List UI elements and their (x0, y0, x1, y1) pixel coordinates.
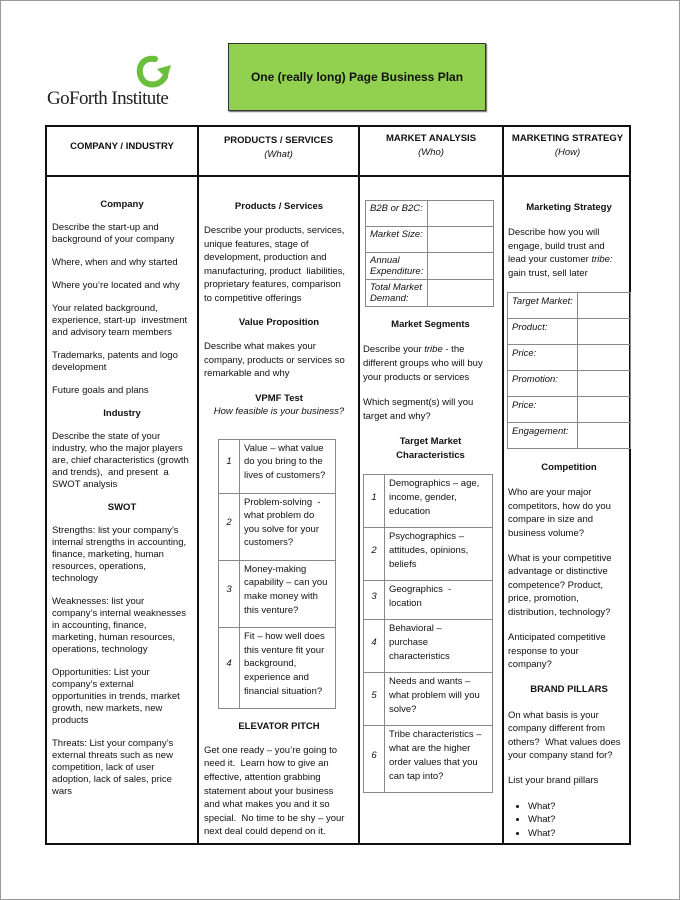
header-market-analysis (360, 127, 502, 175)
paragraph: Describe your products, services, unique features, stage of development, production and manufacturing, product liabilities, proprietary features, comparison to competitive offerings (204, 225, 345, 305)
section-heading-block (204, 392, 354, 419)
table-row (366, 253, 494, 280)
paragraph: Trademarks, patents and logo development (52, 350, 178, 373)
bullet-item: • What? (528, 827, 630, 840)
table-row (508, 371, 631, 397)
table-row (366, 201, 494, 227)
bullet-item: • What? (528, 813, 630, 826)
section-heading: BRAND PILLARS (530, 684, 608, 696)
row-text: Psychographics – attitudes, opinions, beliefs (385, 528, 493, 581)
header-divider (47, 175, 629, 177)
row-text: Fit – how well does this venture fit your background, experience and financial situation? (240, 628, 336, 709)
field-label: Engagement: (508, 423, 578, 449)
column-marketing-strategy (508, 201, 630, 840)
table-row (364, 620, 493, 673)
brand-pillars-list (508, 800, 630, 840)
paragraph: List your brand pillars (508, 775, 599, 787)
row-number: 1 (364, 475, 385, 528)
paragraph-segment: gain trust, sell later (508, 267, 588, 279)
table-row (508, 423, 631, 449)
paragraph: On what basis is your company different from others? What values does your company stand for? (508, 709, 621, 761)
column-divider (502, 127, 504, 843)
column-divider (358, 127, 360, 843)
row-number: 6 (364, 726, 385, 793)
row-number: 2 (364, 528, 385, 581)
table-row (219, 493, 336, 560)
row-text: Needs and wants – what problem will you solve? (385, 673, 493, 726)
section-heading-block (52, 199, 192, 211)
field-value-cell[interactable] (577, 423, 630, 449)
field-value-cell[interactable] (428, 253, 494, 280)
section-heading: Market Segments (391, 319, 470, 330)
paragraph: Threats: List your company’s external threats such as new competition, lack of user adoption, lack of sales, price wars (52, 738, 174, 797)
section-heading-block (52, 408, 192, 420)
field-value-cell[interactable] (428, 201, 494, 227)
paragraph-segment: - the different groups who will buy your products or services (363, 344, 483, 383)
paragraph-segment: Describe your (363, 344, 425, 355)
paragraph: Weaknesses: list your company’s internal weaknesses in accounting, finance, marketing, human resources, operations, technology (52, 596, 186, 655)
table-row (508, 319, 631, 345)
row-number: 1 (219, 439, 240, 493)
field-value-cell[interactable] (577, 371, 630, 397)
section-heading: Target Market Characteristics (396, 436, 465, 461)
paragraph: Who are your major competitors, how do you compare in size and business volume? (508, 487, 611, 539)
field-label: Market Size: (366, 227, 428, 253)
row-text: Problem-solving - what problem do you solve for your customers? (240, 493, 336, 560)
section-heading-block (508, 683, 630, 696)
row-text: Demographics – age, income, gender, education (385, 475, 493, 528)
table-row (364, 528, 493, 581)
section-heading-block (363, 435, 498, 463)
table-row (508, 293, 631, 319)
goforth-g-arrow-icon (133, 55, 175, 91)
field-value-cell[interactable] (428, 227, 494, 253)
section-heading-block (508, 461, 630, 474)
section-heading: VPMF Test (255, 392, 303, 404)
table-row (364, 726, 493, 793)
fill-in-table-block (508, 292, 630, 449)
table-row (364, 475, 493, 528)
field-label: Product: (508, 319, 578, 345)
field-value-cell[interactable] (577, 345, 630, 371)
section-heading-block (508, 201, 630, 214)
header-marketing-strategy (504, 127, 631, 175)
paragraph: Describe what makes your company, products or services so remarkable and why (204, 341, 345, 380)
section-heading-block (204, 720, 354, 734)
paragraph (508, 226, 630, 280)
header-subtitle: (Who) (418, 147, 444, 158)
table-row (366, 227, 494, 253)
paragraph: Describe the start-up and background of your company (52, 222, 175, 245)
paragraph: Describe the state of your industry, who the major players are, chief characteristics (growth and trends), and present a SWOT analysis (52, 431, 189, 490)
header-products-services (199, 127, 358, 175)
paragraph: What is your competitive advantage or distinctive competence? Product, price, promotion, distribution, technology? (508, 553, 612, 618)
column-divider (197, 127, 199, 843)
table-row (219, 439, 336, 493)
row-number: 2 (219, 493, 240, 560)
field-value-cell[interactable] (577, 397, 630, 423)
header-title: PRODUCTS / SERVICES (223, 135, 334, 146)
strat-table (507, 292, 631, 449)
field-label: Target Market: (508, 293, 578, 319)
logo-text: GoForth Institute (47, 88, 169, 109)
paragraph: Get one ready – you’re going to need it. Learn how to give an effective, attention grabbing statement about your business and what makes you and it so special. No time to be shy – your next deal could depend on it. (204, 744, 345, 838)
section-heading: Company (100, 199, 144, 210)
table-row (508, 345, 631, 371)
row-number: 3 (219, 560, 240, 627)
row-number: 4 (219, 628, 240, 709)
section-heading-block (204, 316, 354, 330)
field-label: Price: (508, 345, 578, 371)
vpmf-table (218, 439, 336, 710)
row-number: 5 (364, 673, 385, 726)
section-heading: Value Proposition (238, 317, 320, 329)
paragraph: Where you’re located and why (52, 280, 180, 291)
section-heading-block (363, 318, 498, 332)
field-label: Promotion: (508, 371, 578, 397)
paragraph-segment: Describe how you will engage, build trust and lead your customer (508, 227, 605, 266)
field-value-cell[interactable] (577, 319, 630, 345)
section-heading: Industry (103, 408, 141, 419)
paragraph: Your related background, experience, start-up investment and advisory team members (52, 303, 188, 338)
header-title: MARKETING STRATEGY (511, 133, 624, 144)
column-market-analysis (363, 200, 498, 804)
header-title: COMPANY / INDUSTRY (70, 141, 174, 152)
section-heading-block (204, 200, 354, 214)
table-row (508, 397, 631, 423)
section-subheading: How feasible is your business? (213, 406, 345, 418)
field-label: B2B or B2C: (366, 201, 428, 227)
numbered-table-block (204, 439, 354, 710)
table-row (364, 673, 493, 726)
row-text: Geographics - location (385, 581, 493, 620)
mkt-table (365, 200, 494, 307)
paragraph: Strengths: list your company’s internal strengths in accounting, finance, marketing, human resources, operations, technology (52, 525, 187, 584)
section-heading: SWOT (107, 502, 137, 513)
header-company-industry (47, 127, 197, 175)
paragraph: Anticipated competitive response to your company? (508, 632, 606, 670)
bullet-item: • What? (528, 800, 630, 813)
paragraph-segment: tribe: (591, 254, 613, 266)
header-subtitle: (How) (554, 147, 581, 158)
fill-in-table-block (363, 200, 498, 307)
field-label: Annual Expenditure: (366, 253, 428, 280)
page-title: One (really long) Page Business Plan (228, 43, 486, 111)
table-row (364, 581, 493, 620)
numbered-table-block (363, 474, 498, 793)
table-row (366, 280, 494, 307)
column-company-industry (52, 199, 192, 809)
field-label: Price: (508, 397, 578, 423)
goforth-logo (45, 55, 195, 115)
paragraph-segment: tribe (424, 344, 443, 355)
section-heading: Competition (541, 462, 597, 474)
section-heading: ELEVATOR PITCH (238, 720, 320, 732)
header-subtitle: (What) (264, 149, 293, 160)
section-heading-block (52, 502, 192, 514)
table-row (219, 560, 336, 627)
table-row (219, 628, 336, 709)
paragraph (363, 343, 498, 385)
field-label: Total Market Demand: (366, 280, 428, 307)
field-value-cell[interactable] (577, 293, 630, 319)
paragraph: Future goals and plans (52, 385, 149, 396)
row-text: Behavioral – purchase characteristics (385, 620, 493, 673)
paragraph: Which segment(s) will you target and why? (363, 397, 474, 422)
section-heading: Marketing Strategy (526, 202, 612, 213)
paragraph: Where, when and why started (52, 257, 178, 268)
field-value-cell[interactable] (428, 280, 494, 307)
row-text: Tribe characteristics – what are the higher order values that you can tap into? (385, 726, 493, 793)
row-number: 4 (364, 620, 385, 673)
column-products-services (204, 200, 354, 849)
row-text: Money-making capability – can you make money with this venture? (240, 560, 336, 627)
tmc-table (363, 474, 493, 793)
paragraph: Opportunities: List your company’s external opportunities in trends, market growth, new markets, new products (52, 667, 180, 726)
row-text: Value – what value do you bring to the lives of customers? (240, 439, 336, 493)
header-title: MARKET ANALYSIS (385, 133, 477, 144)
section-heading: Products / Services (234, 201, 324, 212)
row-number: 3 (364, 581, 385, 620)
